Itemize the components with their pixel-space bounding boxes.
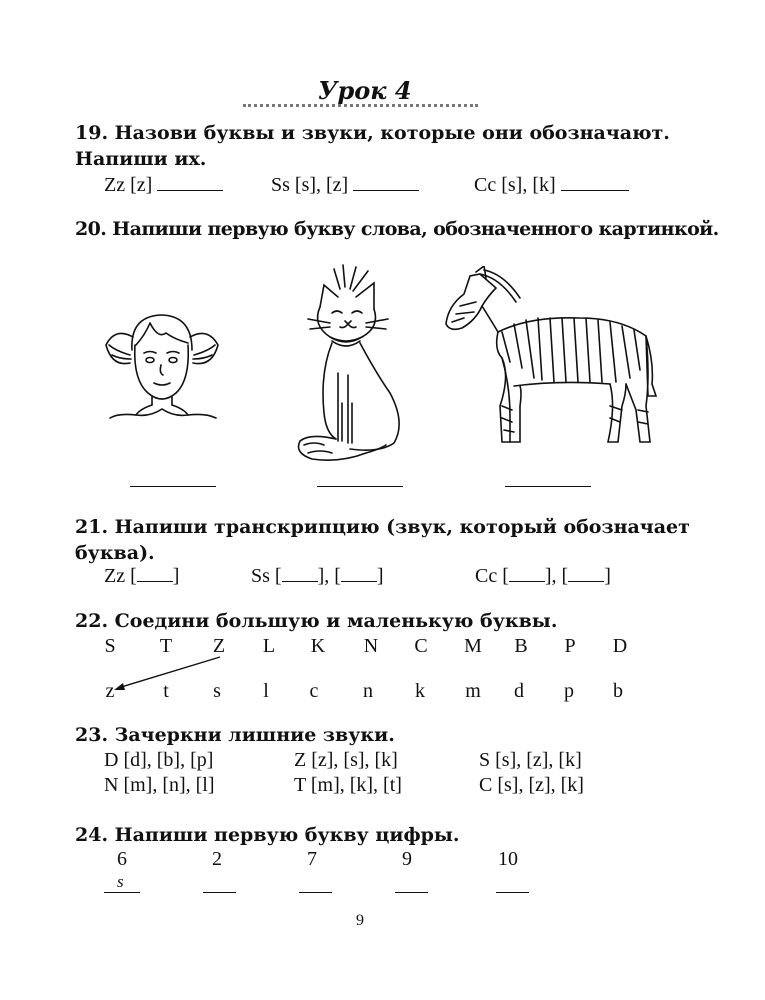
lowercase-letter[interactable]: l bbox=[263, 680, 269, 702]
ex21-item: Ss [ ], [ ] bbox=[251, 565, 384, 587]
ex21-item: Cc [ ], [ ] bbox=[475, 565, 611, 587]
ex19-item-label: Cc [s], [k] bbox=[474, 174, 556, 196]
lowercase-letter[interactable]: d bbox=[514, 680, 524, 702]
lowercase-letter[interactable]: b bbox=[613, 680, 623, 702]
ex19-item-label: Ss [s], [z] bbox=[271, 174, 349, 196]
answer-line[interactable] bbox=[157, 189, 223, 191]
lowercase-letter[interactable]: p bbox=[564, 680, 574, 702]
uppercase-letter[interactable]: P bbox=[564, 635, 576, 657]
uppercase-letter[interactable]: N bbox=[363, 635, 379, 657]
answer-line[interactable] bbox=[353, 189, 419, 191]
lowercase-letter[interactable]: k bbox=[415, 680, 425, 702]
example-answer: s bbox=[117, 872, 124, 891]
answer-line[interactable] bbox=[130, 486, 216, 487]
answer-line[interactable] bbox=[395, 892, 428, 893]
answer-line[interactable] bbox=[496, 892, 529, 893]
uppercase-letter[interactable]: B bbox=[514, 635, 528, 657]
uppercase-letter[interactable]: L bbox=[262, 635, 276, 657]
answer-line[interactable] bbox=[203, 892, 236, 893]
number: 7 bbox=[307, 848, 317, 870]
answer-line[interactable] bbox=[299, 892, 332, 893]
answer-line[interactable] bbox=[104, 892, 140, 893]
uppercase-letter[interactable]: C bbox=[414, 635, 428, 657]
number: 9 bbox=[402, 848, 412, 870]
number: 2 bbox=[212, 848, 222, 870]
uppercase-letter[interactable]: D bbox=[612, 635, 628, 657]
number: 6 bbox=[117, 848, 127, 870]
ex21-item: Zz [ ] bbox=[104, 565, 180, 587]
cat-picture bbox=[290, 263, 410, 468]
ex24-instruction: 24. Напиши первую букву цифры. bbox=[75, 824, 460, 846]
lowercase-letter[interactable]: c bbox=[309, 680, 319, 702]
ex19-item bbox=[474, 174, 629, 197]
uppercase-letter[interactable]: Z bbox=[212, 635, 226, 657]
ex23-instruction: 23. Зачеркни лишние звуки. bbox=[75, 724, 395, 746]
lowercase-letter[interactable]: t bbox=[163, 680, 169, 702]
transcription-blank[interactable] bbox=[341, 565, 377, 582]
ex19-item-label: Zz [z] bbox=[104, 174, 153, 196]
answer-line[interactable] bbox=[505, 486, 591, 487]
lowercase-letter[interactable]: m bbox=[465, 680, 481, 702]
answer-line[interactable] bbox=[317, 486, 403, 487]
lowercase-letter[interactable]: s bbox=[213, 680, 221, 702]
page-number: 9 bbox=[356, 912, 364, 929]
uppercase-letter[interactable]: T bbox=[159, 635, 173, 657]
sound-group[interactable]: T [m], [k], [t] bbox=[294, 774, 402, 796]
girl-picture bbox=[100, 305, 235, 420]
transcription-blank[interactable] bbox=[509, 565, 545, 582]
lesson-title: Урок 4 bbox=[318, 76, 412, 105]
sound-group[interactable]: N [m], [n], [l] bbox=[104, 774, 215, 796]
sound-group[interactable]: Z [z], [s], [k] bbox=[294, 749, 398, 771]
title-dotted-underline bbox=[243, 104, 478, 107]
ex19-item bbox=[104, 174, 223, 197]
zebra-picture bbox=[440, 266, 660, 451]
ex20-instruction: 20. Напиши первую букву слова, обозначенного картинкой. bbox=[75, 218, 719, 240]
ex19-instruction-line1: 19. Назови буквы и звуки, которые они обозначают. bbox=[75, 122, 670, 144]
transcription-blank[interactable] bbox=[282, 565, 318, 582]
ex21-instruction-line1: 21. Напиши транскрипцию (звук, который обозначает bbox=[75, 516, 690, 538]
transcription-blank[interactable] bbox=[568, 565, 604, 582]
sound-group[interactable]: S [s], [z], [k] bbox=[479, 749, 582, 771]
uppercase-letter[interactable]: M bbox=[464, 635, 482, 657]
ex19-instruction-line2: Напиши их. bbox=[75, 148, 207, 170]
transcription-blank[interactable] bbox=[137, 565, 173, 582]
ex21-letter: Cc bbox=[475, 565, 498, 587]
uppercase-letter[interactable]: K bbox=[310, 635, 326, 657]
ex21-letter: Zz bbox=[104, 565, 126, 587]
lowercase-letter[interactable]: n bbox=[363, 680, 373, 702]
number: 10 bbox=[498, 848, 518, 870]
sound-group[interactable]: D [d], [b], [p] bbox=[104, 749, 214, 771]
uppercase-letter[interactable]: S bbox=[104, 635, 116, 657]
ex21-letter: Ss bbox=[251, 565, 270, 587]
answer-line[interactable] bbox=[561, 189, 629, 191]
ex21-instruction-line2: буква). bbox=[75, 542, 155, 564]
ex19-item bbox=[271, 174, 419, 197]
sound-group[interactable]: C [s], [z], [k] bbox=[479, 774, 584, 796]
lowercase-letter[interactable]: z bbox=[105, 680, 115, 702]
ex22-instruction: 22. Соедини большую и маленькую буквы. bbox=[75, 610, 558, 632]
